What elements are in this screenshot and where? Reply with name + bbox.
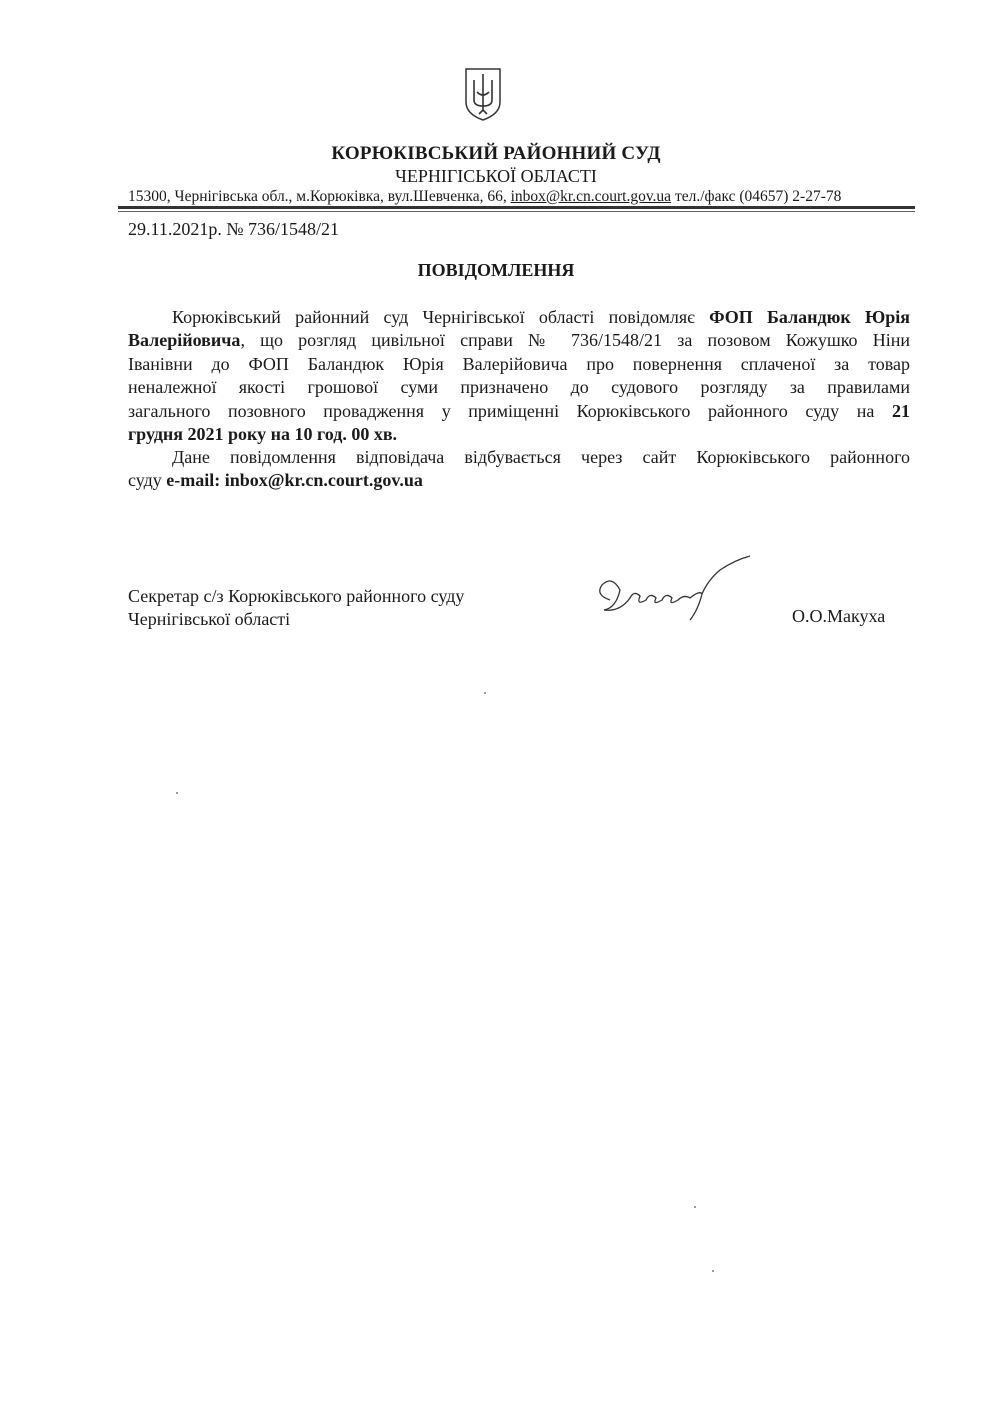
court-region: ЧЕРНІГІСЬКОЇ ОБЛАСТІ xyxy=(395,166,597,186)
body-line xyxy=(172,306,910,328)
body-line xyxy=(128,329,910,351)
text: неналежної якості грошової суми призначено до судового розгляду за правилами xyxy=(128,377,910,397)
document-heading: ПОВІДОМЛЕННЯ xyxy=(417,260,575,280)
text: Дане повідомлення відповідача відбувається через сайт Корюківського районного xyxy=(172,447,910,467)
bold-text: e-mail: inbox@kr.cn.court.gov.ua xyxy=(166,470,423,490)
address-email-link[interactable]: inbox@kr.cn.court.gov.ua xyxy=(510,188,672,205)
scan-speck xyxy=(176,792,178,794)
scan-speck xyxy=(712,1270,714,1272)
text: суду xyxy=(128,470,167,490)
text: Корюківський районний суд Чернігівської області повідомляє xyxy=(172,307,710,327)
body-line xyxy=(172,446,910,468)
address-text: 15300, Чернігівська обл., м.Корюківка, вул.Шевченка, 66, xyxy=(128,188,511,205)
signer-position-region: Чернігівської області xyxy=(128,609,291,629)
body-line xyxy=(128,400,910,422)
date-reference: 29.11.2021р. № 736/1548/21 xyxy=(128,219,340,239)
body-line xyxy=(128,469,910,491)
text: Іванівни до ФОП Баландюк Юрія Валерійовича про повернення сплаченої за товар xyxy=(128,354,910,374)
bold-text: грудня 2021 року на 10 год. 00 хв. xyxy=(128,424,398,444)
body-line xyxy=(128,353,910,375)
signer-name: О.О.Макуха xyxy=(792,606,886,626)
header-divider xyxy=(118,206,915,209)
body-line xyxy=(128,423,910,445)
court-address xyxy=(128,188,841,206)
body-line xyxy=(128,376,910,398)
court-title: КОРЮКІВСЬКИЙ РАЙОННИЙ СУД xyxy=(331,143,661,164)
text: , що розгляд цивільної справи № 736/1548/21 за позовом Кожушко Ніни xyxy=(240,330,910,350)
text: загального позовного провадження у приміщенні Корюківського районного суду на xyxy=(128,401,892,421)
header-divider-thin xyxy=(118,211,915,212)
scan-speck xyxy=(484,692,486,694)
bold-text: ФОП Баландюк Юрія xyxy=(709,307,910,327)
scan-speck xyxy=(694,1206,696,1208)
bold-text: Валерійовича xyxy=(128,330,241,350)
handwritten-signature xyxy=(590,550,760,625)
trident-emblem-icon xyxy=(463,66,503,122)
address-phone: тел./факс (04657) 2-27-78 xyxy=(671,188,842,205)
signer-position: Секретар с/з Корюківського районного суду xyxy=(128,586,465,606)
bold-text: 21 xyxy=(892,401,910,421)
